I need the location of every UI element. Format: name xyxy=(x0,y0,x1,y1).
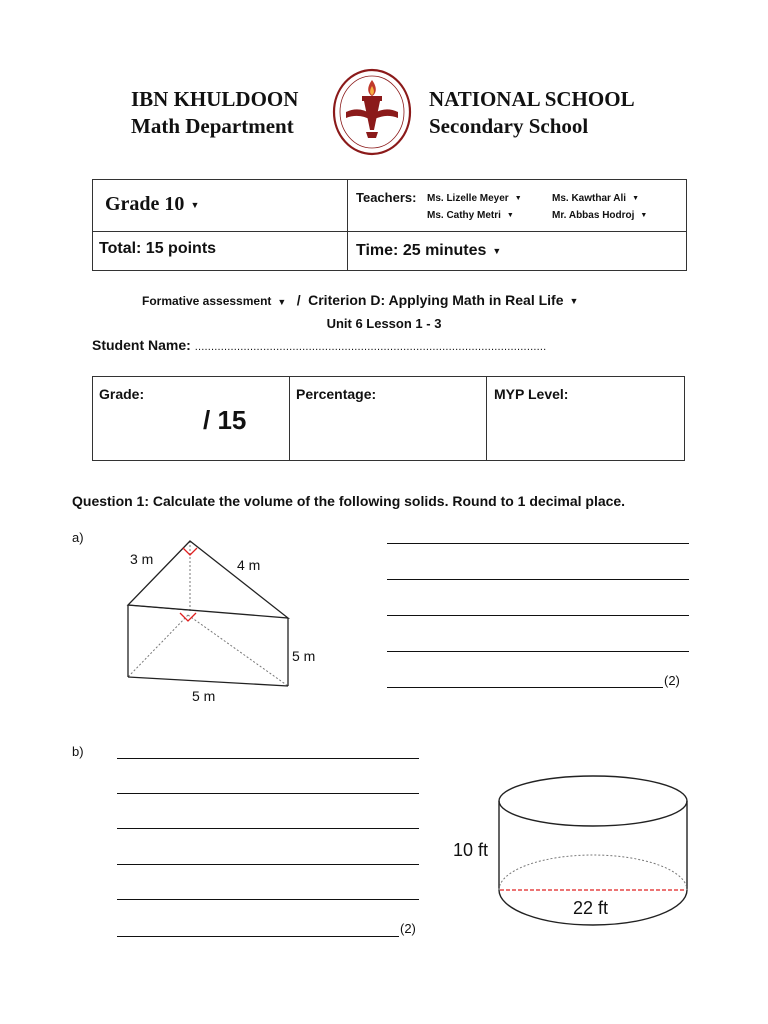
total-points: Total: 15 points xyxy=(99,240,217,257)
answer-line[interactable] xyxy=(117,828,419,829)
chevron-down-icon: ▼ xyxy=(569,296,579,307)
teachers-label: Teachers: xyxy=(356,190,417,205)
triangular-prism-diagram xyxy=(120,535,330,715)
answer-line[interactable] xyxy=(117,899,419,900)
part-b-label: b) xyxy=(72,744,84,759)
chevron-down-icon: ▼ xyxy=(514,194,522,202)
assessment-type: Formative assessment xyxy=(142,294,272,308)
part-a-label: a) xyxy=(72,530,84,545)
myp-level-label: MYP Level: xyxy=(494,386,569,402)
answer-line[interactable] xyxy=(117,864,419,865)
score-table xyxy=(92,376,685,461)
secondary-school-label: Secondary School xyxy=(429,114,589,138)
school-logo xyxy=(332,68,412,156)
marks-a: (2) xyxy=(664,673,680,688)
chevron-down-icon: ▼ xyxy=(277,296,287,307)
grade-score: / 15 xyxy=(203,405,247,435)
answer-line[interactable] xyxy=(117,758,419,759)
cylinder-height-label: 10 ft xyxy=(453,840,489,860)
student-name-field[interactable]: ............................................................................................................ xyxy=(194,341,547,353)
grade-label: Grade: xyxy=(99,386,145,402)
unit-lesson: Unit 6 Lesson 1 - 3 xyxy=(326,316,442,331)
dim-height: 5 m xyxy=(292,648,316,664)
chevron-down-icon: ▼ xyxy=(632,194,640,202)
school-name-right xyxy=(429,86,635,140)
teacher-select-3[interactable] xyxy=(427,210,514,221)
assessment-line xyxy=(142,292,578,310)
time-value: Time: 25 minutes xyxy=(356,242,487,259)
teacher-select-4[interactable] xyxy=(552,210,647,221)
teacher-name: Ms. Kawthar Ali xyxy=(552,193,627,204)
school-seal-icon xyxy=(332,68,412,156)
criterion-text: Criterion D: Applying Math in Real Life xyxy=(308,292,564,308)
cylinder-diagram xyxy=(450,770,695,940)
teacher-select-2[interactable] xyxy=(552,193,639,204)
chevron-down-icon: ▼ xyxy=(190,200,200,211)
grade-select[interactable] xyxy=(105,193,199,216)
dim-base: 5 m xyxy=(192,688,216,704)
grade-value: Grade 10 xyxy=(105,193,185,215)
criterion-select[interactable] xyxy=(308,292,578,308)
answer-line[interactable] xyxy=(117,936,399,937)
teacher-name: Ms. Lizelle Meyer xyxy=(427,193,509,204)
answer-line[interactable] xyxy=(387,687,663,688)
department-name: Math Department xyxy=(131,114,294,138)
separator: / xyxy=(296,292,301,308)
cylinder-diameter-label: 22 ft xyxy=(573,898,609,918)
percentage-label: Percentage: xyxy=(296,386,377,402)
time-select[interactable] xyxy=(356,242,501,260)
assessment-type-select[interactable] xyxy=(142,294,286,308)
answer-line[interactable] xyxy=(387,651,689,652)
chevron-down-icon: ▼ xyxy=(506,211,514,219)
student-name-row xyxy=(92,337,546,353)
answer-line[interactable] xyxy=(387,579,689,580)
chevron-down-icon: ▼ xyxy=(640,211,648,219)
national-school-label: NATIONAL SCHOOL xyxy=(429,87,635,111)
question-1-text: Question 1: Calculate the volume of the following solids. Round to 1 decimal place. xyxy=(72,493,626,509)
marks-b: (2) xyxy=(400,921,416,936)
answer-line[interactable] xyxy=(387,543,689,544)
student-name-label: Student Name: xyxy=(92,337,191,353)
info-table xyxy=(92,179,687,271)
chevron-down-icon: ▼ xyxy=(492,245,502,256)
answer-line[interactable] xyxy=(387,615,689,616)
dim-left: 3 m xyxy=(130,551,154,567)
school-name-line1: IBN KHULDOON xyxy=(131,87,299,111)
teacher-name: Ms. Cathy Metri xyxy=(427,210,501,221)
answer-line[interactable] xyxy=(117,793,419,794)
dim-right: 4 m xyxy=(237,557,261,573)
teacher-name: Mr. Abbas Hodroj xyxy=(552,210,635,221)
school-name-left xyxy=(131,86,298,140)
teacher-select-1[interactable] xyxy=(427,193,522,204)
